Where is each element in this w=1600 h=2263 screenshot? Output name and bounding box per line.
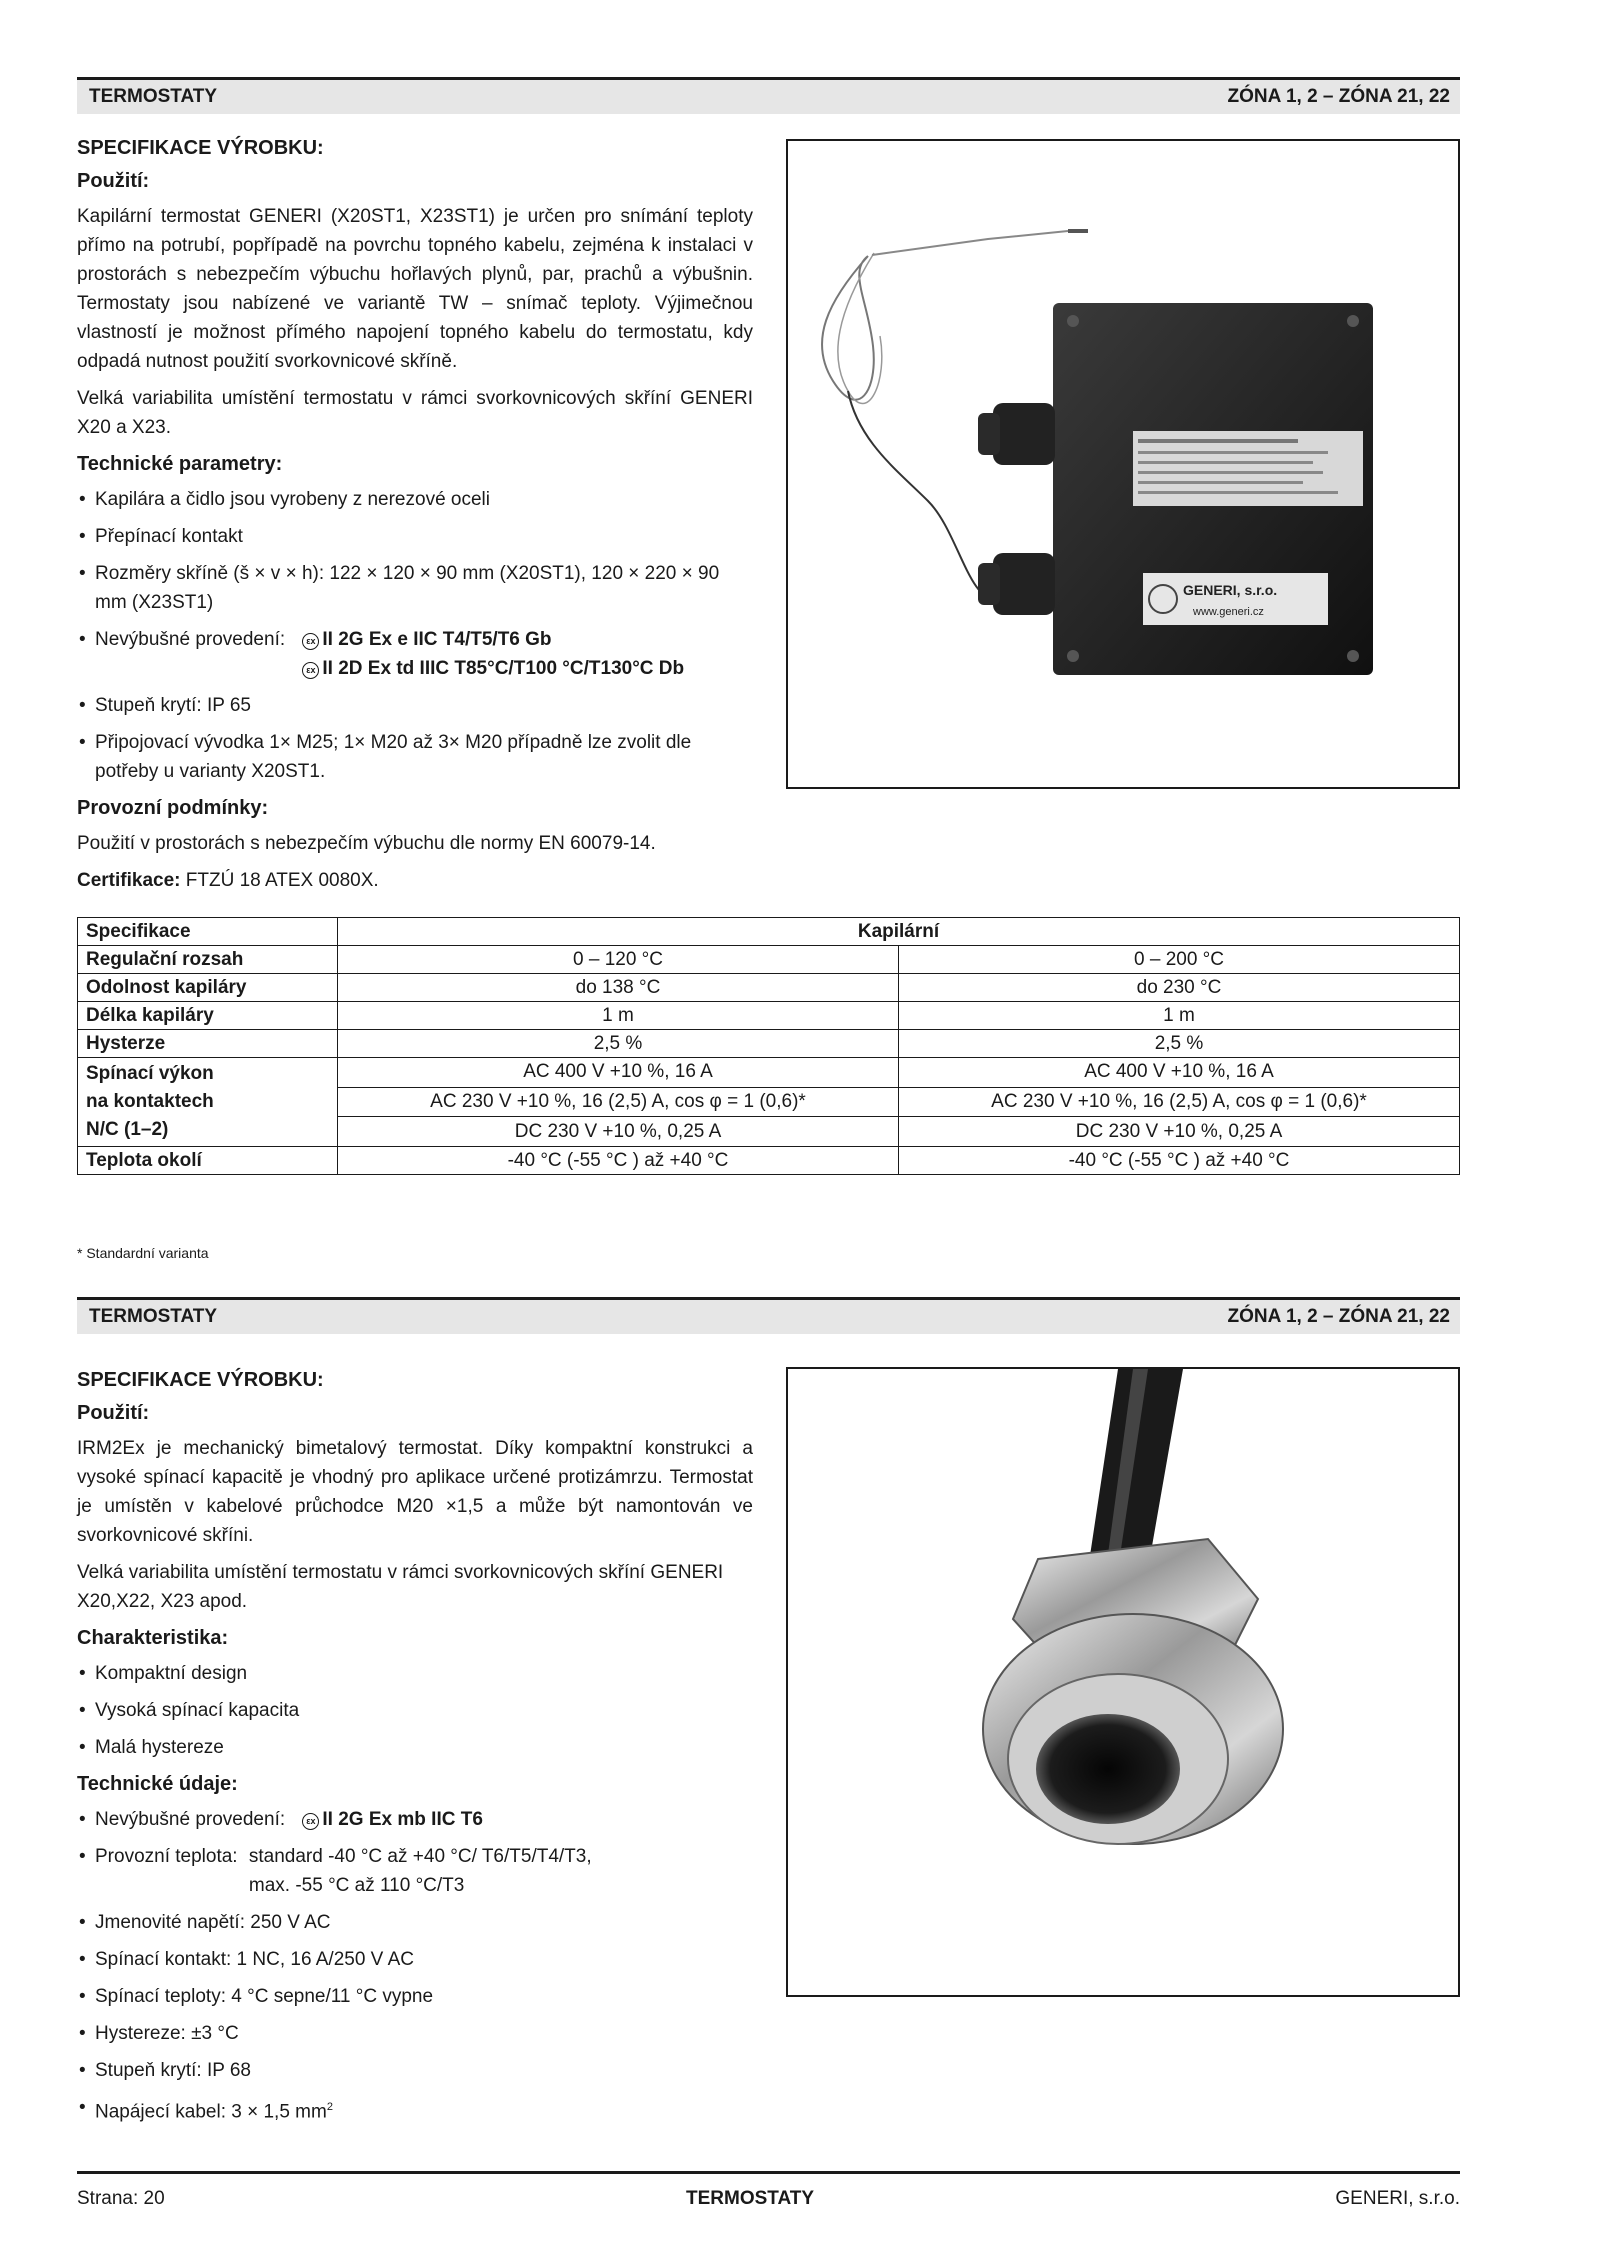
cell: 2,5 %	[338, 1030, 899, 1058]
tech-list	[77, 1805, 753, 2126]
cell: 1 m	[338, 1002, 899, 1030]
list-item: • Přepínací kontakt	[77, 522, 753, 551]
tech-list	[77, 485, 753, 786]
product1-description	[77, 134, 753, 903]
spec-table	[77, 917, 1460, 1175]
row-label: Teplota okolí	[78, 1147, 338, 1175]
char-heading: Charakteristika:	[77, 1627, 229, 1649]
use-text-2: Velká variabilita umístění termostatu v rámci svorkovnicových skříní GENERI X20,X22, X23 apod.	[77, 1562, 724, 1612]
list-item: • Spínací kontakt: 1 NC, 16 A/250 V AC	[77, 1945, 753, 1974]
conditions-heading: Provozní podmínky:	[77, 797, 269, 819]
band-title: TERMOSTATY	[89, 86, 218, 107]
table-row	[78, 918, 1460, 946]
cell: AC 230 V +10 %, 16 (2,5) A, cos φ = 1 (0,6)*	[899, 1087, 1460, 1117]
list-item: • Rozměry skříně (š × v × h): 122 × 120 × 90 mm (X20ST1), 120 × 220 × 90 mm (X23ST1)	[77, 559, 753, 617]
cell: AC 400 V +10 %, 16 A	[899, 1058, 1460, 1088]
section-band	[77, 1297, 1460, 1334]
list-item: • Stupeň krytí: IP 68	[77, 2056, 753, 2085]
footer-section: TERMOSTATY	[686, 2188, 815, 2209]
row-label-switch: Spínací výkon na kontaktech N/C (1–2)	[78, 1058, 338, 1147]
list-item: • Kapilára a čidlo jsou vyrobeny z nerezové oceli	[77, 485, 753, 514]
list-item: • Kompaktní design	[77, 1659, 753, 1688]
table-row	[78, 946, 1460, 974]
table-header-value: Kapilární	[338, 918, 1460, 946]
table-footnote: * Standardní varianta	[77, 1245, 209, 1261]
box-label-brand: GENERI, s.r.o.	[1183, 582, 1278, 598]
list-item-cable: • Napájecí kabel: 3 × 1,5 $mm^2$	[77, 2093, 753, 2126]
table-row	[78, 1147, 1460, 1175]
footer-company: GENERI, s.r.o.	[1335, 2188, 1460, 2209]
use-text: Kapilární termostat GENERI (X20ST1, X23ST1) je určen pro snímání teploty přímo na potrubí, popřípadě na povrchu topného kabelu, zejména k instalaci v prostorách s nebezpečím výbuchu hořlavých plynů, par, prachů a výbušnin. Termostaty jsou nabízené ve variantě TW – snímač teploty. Výjimečnou vlastností je možnost přímého napojení topného kabelu do termostatu, kdy odpadá nutnost použití svorkovnicové skříně.	[77, 206, 753, 372]
table-row	[78, 1030, 1460, 1058]
thermostat-gland-image	[788, 1369, 1458, 1995]
use-heading: Použití:	[77, 170, 150, 192]
tech-heading: Technické údaje:	[77, 1773, 238, 1795]
use-text: IRM2Ex je mechanický bimetalový termostat. Díky kompaktní konstrukci a vysoké spínací kapacitě je vhodný pro aplikace určené protizámrzu. Termostat je umístěn v kabelové průchodce M20 ×1,5 a může být namontován ve svorkovnicové skříni.	[77, 1438, 753, 1546]
product2-photo	[786, 1367, 1460, 1997]
spec-heading: SPECIFIKACE VÝROBKU:	[77, 137, 324, 159]
row-label: Regulační rozsah	[78, 946, 338, 974]
ex-line-1: εx II 2G Ex e IIC T4/T5/T6 Gb	[302, 629, 551, 650]
row-label: Hysterze	[78, 1030, 338, 1058]
list-item: • Připojovací vývodka 1× M25; 1× M20 až 3× M20 případně lze zvolit dle potřeby u varianty X20ST1.	[77, 728, 753, 786]
band-title: TERMOSTATY	[89, 1306, 218, 1327]
page-footer	[77, 2171, 1460, 2210]
table-row	[78, 1058, 1460, 1088]
certification: Certifikace: FTZÚ 18 ATEX 0080X.	[77, 870, 379, 891]
cell: do 230 °C	[899, 974, 1460, 1002]
cell: DC 230 V +10 %, 0,25 A	[338, 1117, 899, 1147]
cell: AC 230 V +10 %, 16 (2,5) A, cos φ = 1 (0,6)*	[338, 1087, 899, 1117]
row-label: Délka kapiláry	[78, 1002, 338, 1030]
use-heading: Použití:	[77, 1402, 150, 1424]
list-item-ex: • Nevýbušné provedení: εx II 2G Ex mb IIC T6	[77, 1805, 753, 1834]
cell: 0 – 120 °C	[338, 946, 899, 974]
list-item: • Spínací teploty: 4 °C sepne/11 °C vypne	[77, 1982, 753, 2011]
row-label: Odolnost kapiláry	[78, 974, 338, 1002]
ex-line-2: εx II 2D Ex td IIIC T85°C/T100 °C/T130°C Db	[302, 658, 684, 679]
cell: -40 °C (-55 °C ) až +40 °C	[338, 1147, 899, 1175]
list-item-ex	[77, 625, 753, 683]
list-item: • Hystereze: ±3 °C	[77, 2019, 753, 2048]
section-band	[77, 77, 1460, 114]
tech-heading: Technické parametry:	[77, 453, 283, 475]
thermostat-box-image	[788, 141, 1458, 787]
cell: do 138 °C	[338, 974, 899, 1002]
list-item: • Jmenovité napětí: 250 V AC	[77, 1908, 753, 1937]
cell: 0 – 200 °C	[899, 946, 1460, 974]
page-number: Strana: 20	[77, 2188, 165, 2209]
box-label-web: www.generi.cz	[1193, 606, 1264, 618]
table-row	[78, 974, 1460, 1002]
spec-heading: SPECIFIKACE VÝROBKU:	[77, 1369, 324, 1391]
ex-label: Nevýbušné provedení:	[95, 629, 286, 650]
cell: 2,5 %	[899, 1030, 1460, 1058]
band-zone: ZÓNA 1, 2 – ZÓNA 21, 22	[1227, 86, 1450, 107]
ex-mark-icon: εx	[302, 1813, 319, 1830]
table-header-label: Specifikace	[78, 918, 338, 946]
table-row	[78, 1002, 1460, 1030]
use-text-2: Velká variabilita umístění termostatu v rámci svorkovnicových skříní GENERI X20 a X23.	[77, 388, 753, 438]
cell: DC 230 V +10 %, 0,25 A	[899, 1117, 1460, 1147]
band-zone: ZÓNA 1, 2 – ZÓNA 21, 22	[1227, 1306, 1450, 1327]
cell: AC 400 V +10 %, 16 A	[338, 1058, 899, 1088]
cell: 1 m	[899, 1002, 1460, 1030]
list-item: • Stupeň krytí: IP 65	[77, 691, 753, 720]
list-item: • Vysoká spínací kapacita	[77, 1696, 753, 1725]
conditions-text: Použití v prostorách s nebezpečím výbuchu dle normy EN 60079-14.	[77, 833, 656, 854]
product1-photo	[786, 139, 1460, 789]
ex-mark-icon: εx	[302, 662, 319, 679]
cell: -40 °C (-55 °C ) až +40 °C	[899, 1147, 1460, 1175]
list-item: • Malá hystereze	[77, 1733, 753, 1762]
list-item-temp: • Provozní teplota: standard -40 °C až +40 °C/ T6/T5/T4/T3, max. -55 °C až 110 °C/T3	[77, 1842, 753, 1900]
ex-mark-icon: εx	[302, 633, 319, 650]
product2-description	[77, 1366, 753, 2134]
char-list	[77, 1659, 753, 1762]
